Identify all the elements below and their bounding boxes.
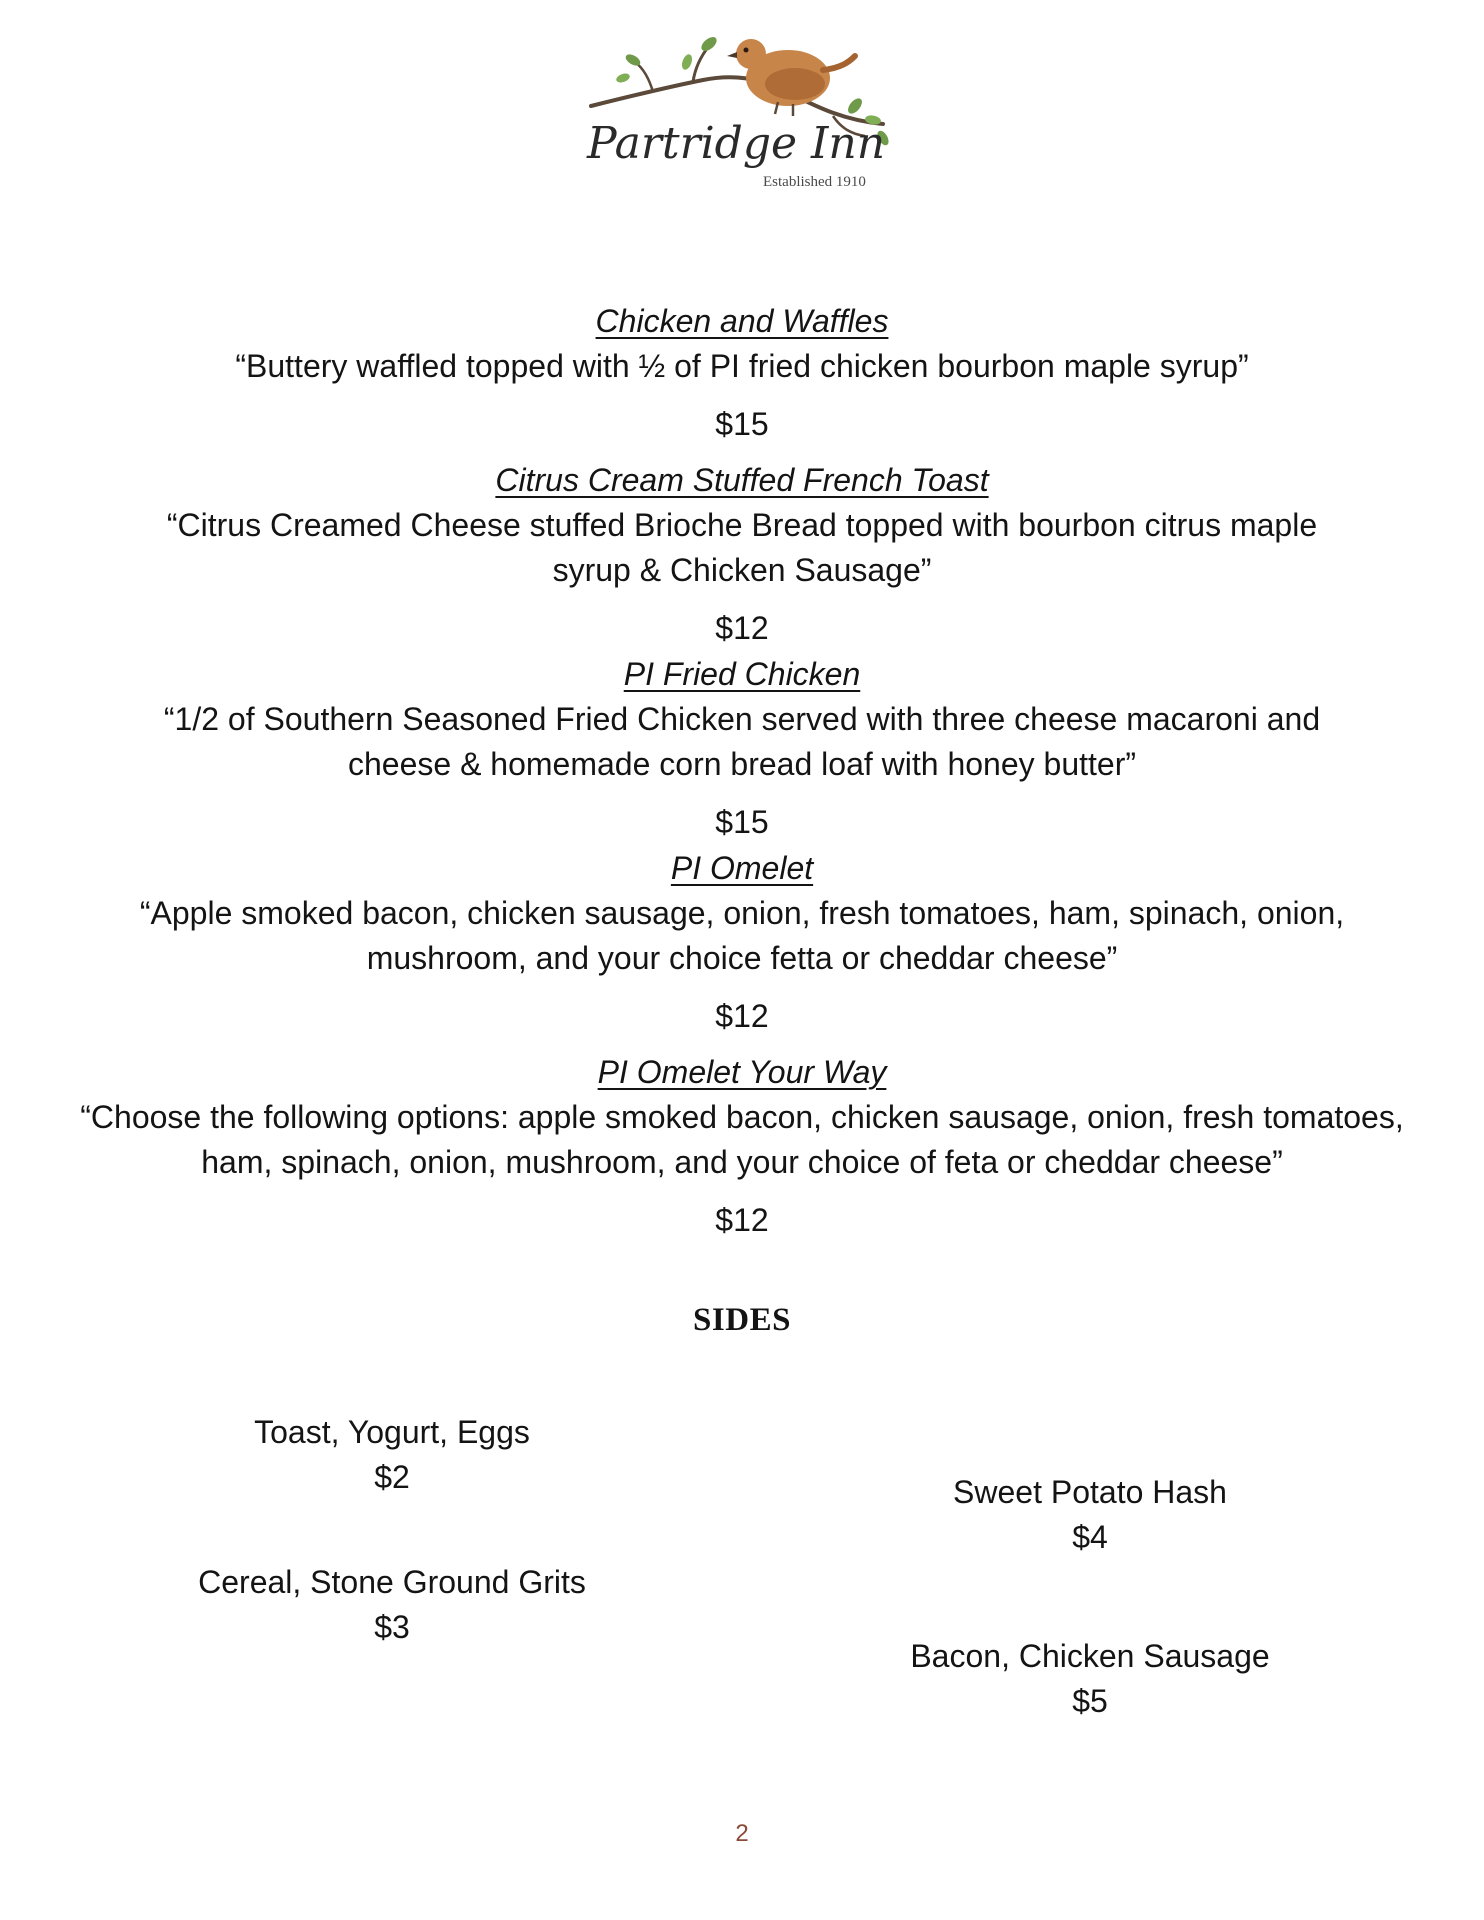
menu-item-price: $12 [715, 998, 769, 1034]
menu-item [0, 1049, 1484, 1243]
page-number: 2 [735, 1820, 749, 1847]
menu-item-name: Chicken and Waffles [595, 303, 889, 339]
menu-item [0, 845, 1484, 1039]
side-item-price: $2 [374, 1459, 410, 1495]
side-item-price: $3 [374, 1609, 410, 1645]
side-item-name: Sweet Potato Hash [953, 1474, 1227, 1510]
menu-item-description: “Buttery waffled topped with ½ of PI fried chicken bourbon maple syrup” [235, 348, 1249, 384]
menu-item [0, 651, 1484, 845]
menu-item-name: Citrus Cream Stuffed French Toast [495, 462, 989, 498]
side-item-name: Toast, Yogurt, Eggs [254, 1414, 530, 1450]
menu-item-price: $15 [715, 406, 769, 442]
menu-item-description: “1/2 of Southern Seasoned Fried Chicken served with three cheese macaroni and cheese & homemade corn bread loaf with honey butter” [163, 701, 1321, 782]
menu-item-name: PI Omelet [670, 850, 814, 886]
logo-wordmark: Partridge Inn [587, 118, 886, 169]
partridge-inn-logo [583, 28, 903, 196]
side-item-price: $5 [1072, 1683, 1108, 1719]
logo-tagline: Established 1910 [763, 174, 866, 190]
side-item-price: $4 [1072, 1519, 1108, 1555]
side-item-name: Bacon, Chicken Sausage [910, 1638, 1270, 1674]
menu-item-description: “Apple smoked bacon, chicken sausage, onion, fresh tomatoes, ham, spinach, onion, mushroom, and your choice fetta or cheddar cheese” [139, 895, 1345, 976]
menu-item-description: “Citrus Creamed Cheese stuffed Brioche Bread topped with bourbon citrus maple syrup & Chicken Sausage” [166, 507, 1318, 588]
menu-item-description: “Choose the following options: apple smoked bacon, chicken sausage, onion, fresh tomatoes, ham, spinach, onion, mushroom, and your choice of feta or cheddar cheese” [80, 1099, 1404, 1180]
menu-item [0, 457, 1484, 651]
menu-item [0, 298, 1484, 447]
side-item [112, 1410, 672, 1500]
side-item [810, 1470, 1370, 1560]
menu-item-name: PI Fried Chicken [623, 656, 861, 692]
side-item [112, 1560, 672, 1650]
side-item-name: Cereal, Stone Ground Grits [198, 1564, 586, 1600]
sides-heading: SIDES [693, 1302, 791, 1338]
menu-item-price: $15 [715, 804, 769, 840]
menu-item-name: PI Omelet Your Way [597, 1054, 887, 1090]
side-item [810, 1634, 1370, 1724]
menu-item-list [0, 298, 1484, 1243]
menu-item-price: $12 [715, 610, 769, 646]
menu-item-price: $12 [715, 1202, 769, 1238]
partridge-on-branch-icon [583, 28, 903, 196]
